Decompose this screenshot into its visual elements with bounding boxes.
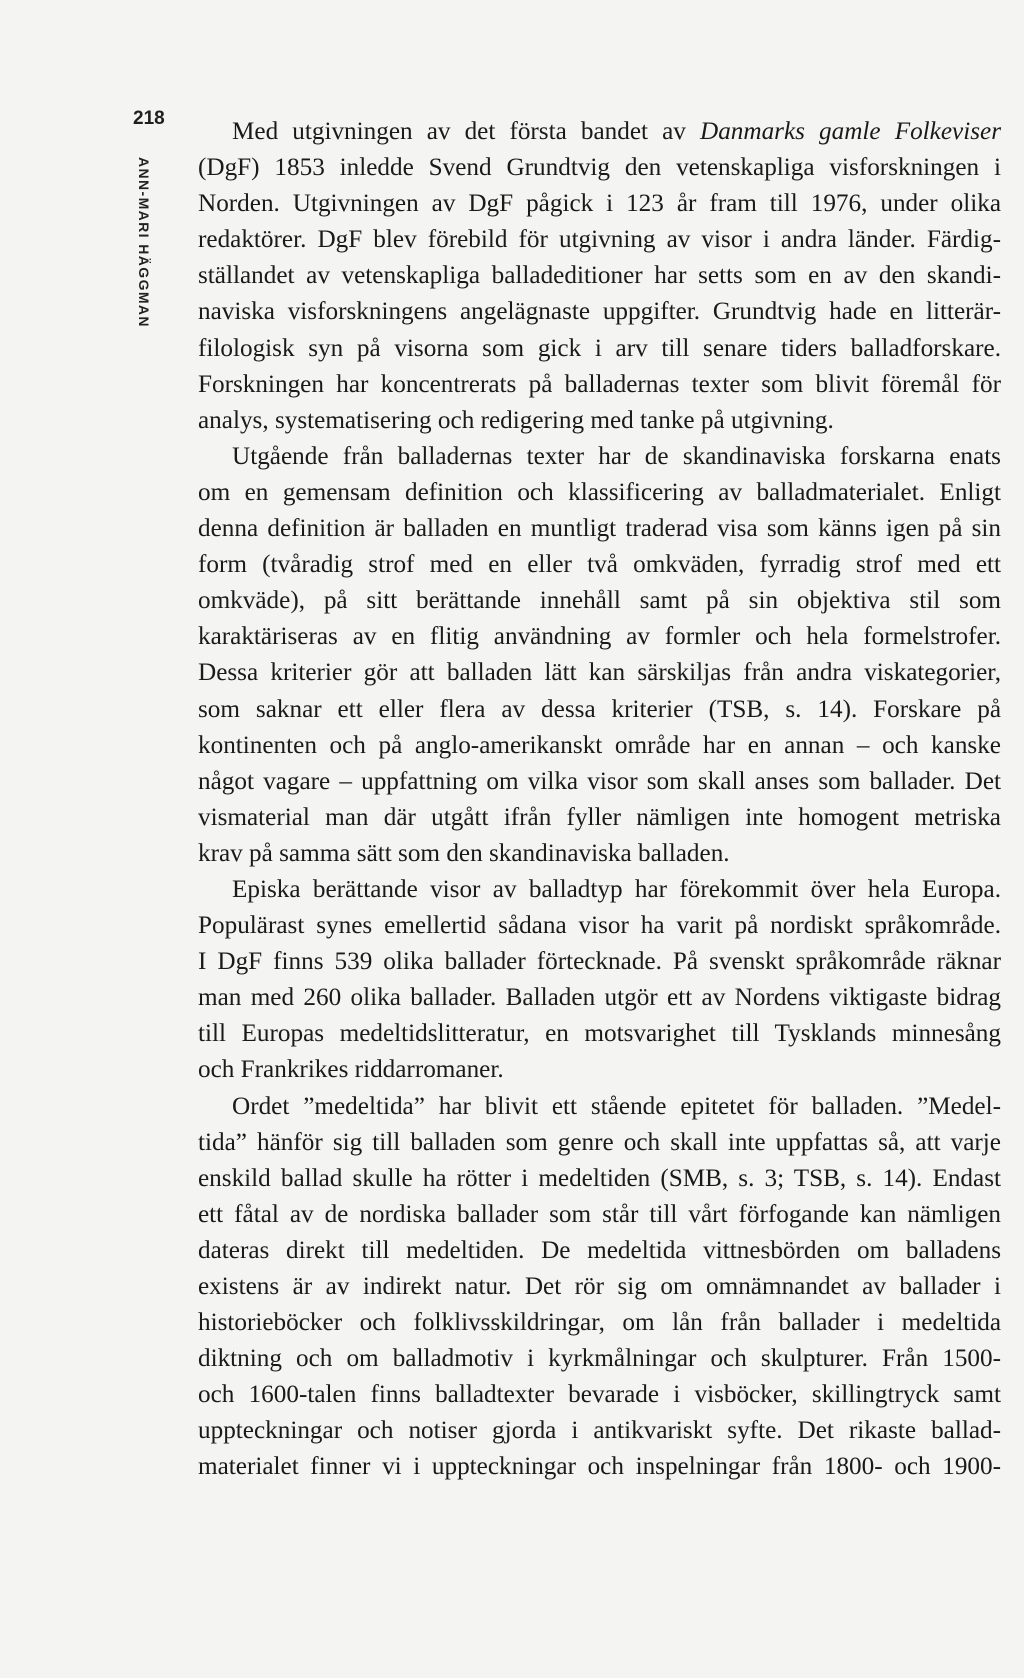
text-line: filologisk syn på visorna som gick i arv till senare tiders balladforskare. (198, 334, 1001, 362)
text-line: historieböcker och folklivsskildringar, om lån från ballader i medeltida (198, 1309, 1001, 1337)
book-title: Danmarks gamle Folkeviser (700, 118, 1001, 145)
body-text (198, 114, 1001, 1486)
text-line: tida” hänför sig till balladen som genre och skall inte uppfattas så, att varje (198, 1128, 1001, 1156)
text-line: till Europas medeltidslitteratur, en motsvarighet till Tysklands minnesång (198, 1020, 1001, 1048)
text-line: naviska visforskningens angelägnaste uppgifter. Grundtvig hade en litterär- (198, 298, 1001, 326)
text-line: ställandet av vetenskapliga balladeditioner har setts som en av den skandi- (198, 262, 1001, 290)
text-line: Utgående från balladernas texter har de skandinaviska forskarna enats (232, 442, 1001, 470)
running-head-author: ANN-MARI HÄGGMAN (136, 157, 152, 328)
text-line: dateras direkt till medeltiden. De medeltida vittnesbörden om balladens (198, 1236, 1001, 1264)
text-line: redaktörer. DgF blev förebild för utgivning av visor i andra länder. Färdig- (198, 226, 1001, 254)
text-line: Norden. Utgivningen av DgF pågick i 123 år fram till 1976, under olika (198, 190, 1001, 218)
text-line: materialet finner vi i uppteckningar och inspelningar från 1800- och 1900- (198, 1453, 1001, 1481)
text-line: vismaterial man där utgått ifrån fyller nämligen inte homogent metriska (198, 803, 1001, 831)
text-line: uppteckningar och notiser gjorda i antikvariskt syfte. Det rikaste ballad- (198, 1417, 1001, 1445)
text-line: diktning och om balladmotiv i kyrkmålningar och skulpturer. Från 1500- (198, 1345, 1001, 1373)
text-line: existens är av indirekt natur. Det rör sig om omnämnandet av ballader i (198, 1273, 1001, 1300)
text-line: och 1600-talen finns balladtexter bevarade i visböcker, skillingtryck samt (198, 1381, 1001, 1409)
text-line: som saknar ett eller flera av dessa kriterier (TSB, s. 14). Forskare på (198, 695, 1001, 723)
text-line: omkväde), på sitt berättande innehåll samt på sin objektiva stil som (198, 587, 1001, 615)
text-line: Populärast synes emellertid sådana visor ha varit på nordiskt språkområde. (198, 912, 1001, 940)
text-line: form (tvåradig strof med en eller två omkväden, fyrradig strof med ett (198, 551, 1001, 579)
text-line: (DgF) 1853 inledde Svend Grundtvig den vetenskapliga visforskningen i (198, 154, 1001, 182)
text-line: Forskningen har koncentrerats på balladernas texter som blivit föremål för (198, 370, 1001, 398)
text-line: denna definition är balladen en muntligt traderad visa som känns igen på sin (198, 515, 1001, 543)
text-line: ett fåtal av de nordiska ballader som står till vårt förfogande kan nämligen (198, 1200, 1001, 1228)
text-line: Ordet ”medeltida” har blivit ett stående epitetet för balladen. ”Medel- (232, 1092, 1001, 1120)
text-line: krav på samma sätt som den skandinaviska balladen. (198, 839, 730, 867)
text-line: Med utgivningen av det första bandet av Danmarks gamle Folkeviser (232, 118, 1001, 145)
text-line: om en gemensam definition och klassificering av balladmaterialet. Enligt (198, 478, 1001, 506)
text-line: Dessa kriterier gör att balladen lätt kan särskiljas från andra viskategorier, (198, 659, 1001, 687)
text-line: enskild ballad skulle ha rötter i medeltiden (SMB, s. 3; TSB, s. 14). Endast (198, 1164, 1001, 1192)
text-line: karaktäriseras av en flitig användning av formler och hela formelstrofer. (198, 623, 1001, 651)
text-line: man med 260 olika ballader. Balladen utgör ett av Nordens viktigaste bidrag (198, 984, 1001, 1012)
text-line: kontinenten och på anglo-amerikanskt område har en annan – och kanske (198, 731, 1001, 759)
text-line: och Frankrikes riddarromaner. (198, 1056, 504, 1084)
text-line: Episka berättande visor av balladtyp har förekommit över hela Europa. (232, 875, 1001, 903)
text-line: något vagare – uppfattning om vilka visor som skall anses som ballader. Det (198, 767, 1001, 795)
text-line: I DgF finns 539 olika ballader förtecknade. På svenskt språkområde räknar (198, 948, 1001, 976)
page-number: 218 (133, 108, 165, 129)
text-line: analys, systematisering och redigering med tanke på utgivning. (198, 406, 834, 434)
